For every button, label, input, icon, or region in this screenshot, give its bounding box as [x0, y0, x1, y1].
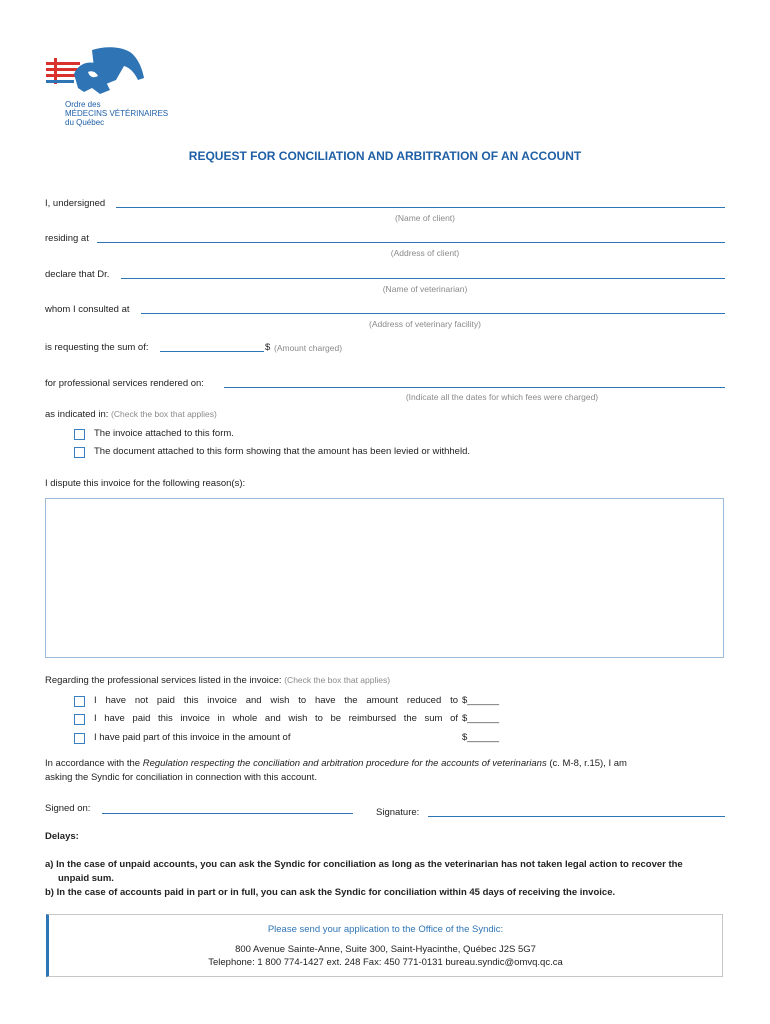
paid-whole-label: I have paid this invoice in whole and wish to be reimbursed the sum of	[94, 713, 458, 724]
service-dates-field[interactable]	[224, 387, 725, 388]
sum-currency: $	[265, 342, 271, 353]
regarding-label: Regarding the professional services listed in the invoice:	[45, 675, 282, 686]
not-paid-checkbox[interactable]	[74, 696, 85, 707]
signature-label: Signature:	[376, 807, 420, 818]
syndic-contact-box	[46, 914, 723, 977]
services-label: for professional services rendered on:	[45, 378, 204, 389]
signed-on-label: Signed on:	[45, 803, 91, 814]
service-dates-hint: (Indicate all the dates for which fees were charged)	[405, 392, 599, 402]
paid-part-label: I have paid part of this invoice in the amount of	[94, 732, 291, 743]
delays-a-line-1: a) In the case of unpaid accounts, you can ask the Syndic for conciliation as long as the veterinarian has not taken legal action to recover the	[45, 859, 683, 870]
footer-heading: Please send your application to the Office of the Syndic:	[267, 924, 504, 935]
regarding-hint: (Check the box that applies)	[284, 675, 391, 685]
not-paid-label: I have not paid this invoice and wish to have the amount reduced to	[94, 695, 458, 706]
undersigned-label: I, undersigned	[45, 198, 106, 209]
accordance-prefix: In accordance with the	[45, 758, 143, 769]
paid-part-amount-field[interactable]: $______	[462, 732, 499, 743]
accordance-line-2: asking the Syndic for conciliation in connection with this account.	[45, 772, 317, 783]
client-address-hint: (Address of client)	[390, 248, 460, 258]
declare-label: declare that Dr.	[45, 269, 110, 280]
sum-hint: (Amount charged)	[274, 343, 343, 353]
delays-b-line: b) In the case of accounts paid in part or in full, you can ask the Syndic for conciliation within 45 days of receiving the invoice.	[45, 887, 616, 898]
client-name-hint: (Name of client)	[395, 213, 455, 223]
sum-label: is requesting the sum of:	[45, 342, 149, 353]
logo-line-2: MÉDECINS VÉTÉRINAIRES	[65, 109, 169, 118]
page-title: REQUEST FOR CONCILIATION AND ARBITRATION OF AN ACCOUNT	[188, 149, 582, 163]
consulted-label: whom I consulted at	[45, 304, 130, 315]
paid-whole-amount-field[interactable]: $______	[462, 713, 499, 724]
document-attached-checkbox[interactable]	[74, 447, 85, 458]
footer-address: 800 Avenue Sainte-Anne, Suite 300, Saint-Hyacinthe, Québec J2S 5G7	[235, 944, 536, 955]
veterinarian-name-field[interactable]	[121, 278, 725, 279]
logo-line-1: Ordre des	[65, 100, 101, 109]
residing-label: residing at	[45, 233, 89, 244]
dispute-label: I dispute this invoice for the following reason(s):	[45, 478, 246, 489]
paid-whole-checkbox[interactable]	[74, 714, 85, 725]
indicated-hint: (Check the box that applies)	[111, 409, 217, 419]
footer-contact: Telephone: 1 800 774-1427 ext. 248 Fax: 450 771-0131 bureau.syndic@omvq.qc.ca	[208, 957, 563, 968]
dispute-reasons-textarea[interactable]	[45, 498, 724, 658]
invoice-attached-checkbox[interactable]	[74, 429, 85, 440]
regulation-title: Regulation respecting the conciliation and arbitration procedure for the accounts of veterinarians	[142, 758, 547, 769]
amount-charged-field[interactable]	[160, 351, 264, 352]
accordance-text	[45, 758, 627, 770]
facility-address-field[interactable]	[141, 313, 725, 314]
not-paid-amount-field[interactable]: $______	[462, 695, 499, 706]
delays-a-line-2: unpaid sum.	[58, 873, 114, 884]
accordance-suffix: (c. M-8, r.15), I am	[546, 758, 627, 769]
facility-address-hint: (Address of veterinary facility)	[369, 319, 481, 329]
invoice-attached-label: The invoice attached to this form.	[94, 428, 234, 439]
client-address-field[interactable]	[97, 242, 725, 243]
client-name-field[interactable]	[116, 207, 725, 208]
logo-line-3: du Québec	[65, 118, 105, 127]
paid-part-checkbox[interactable]	[74, 733, 85, 744]
indicated-label: as indicated in:	[45, 409, 109, 420]
document-attached-label: The document attached to this form showing that the amount has been levied or withheld.	[94, 446, 471, 457]
logo	[44, 44, 174, 134]
veterinarian-name-hint: (Name of veterinarian)	[382, 284, 468, 294]
delays-heading: Delays:	[45, 831, 79, 842]
signed-on-date-field[interactable]	[102, 813, 353, 814]
logo-animals-icon	[44, 44, 149, 100]
signature-field[interactable]	[428, 816, 725, 817]
